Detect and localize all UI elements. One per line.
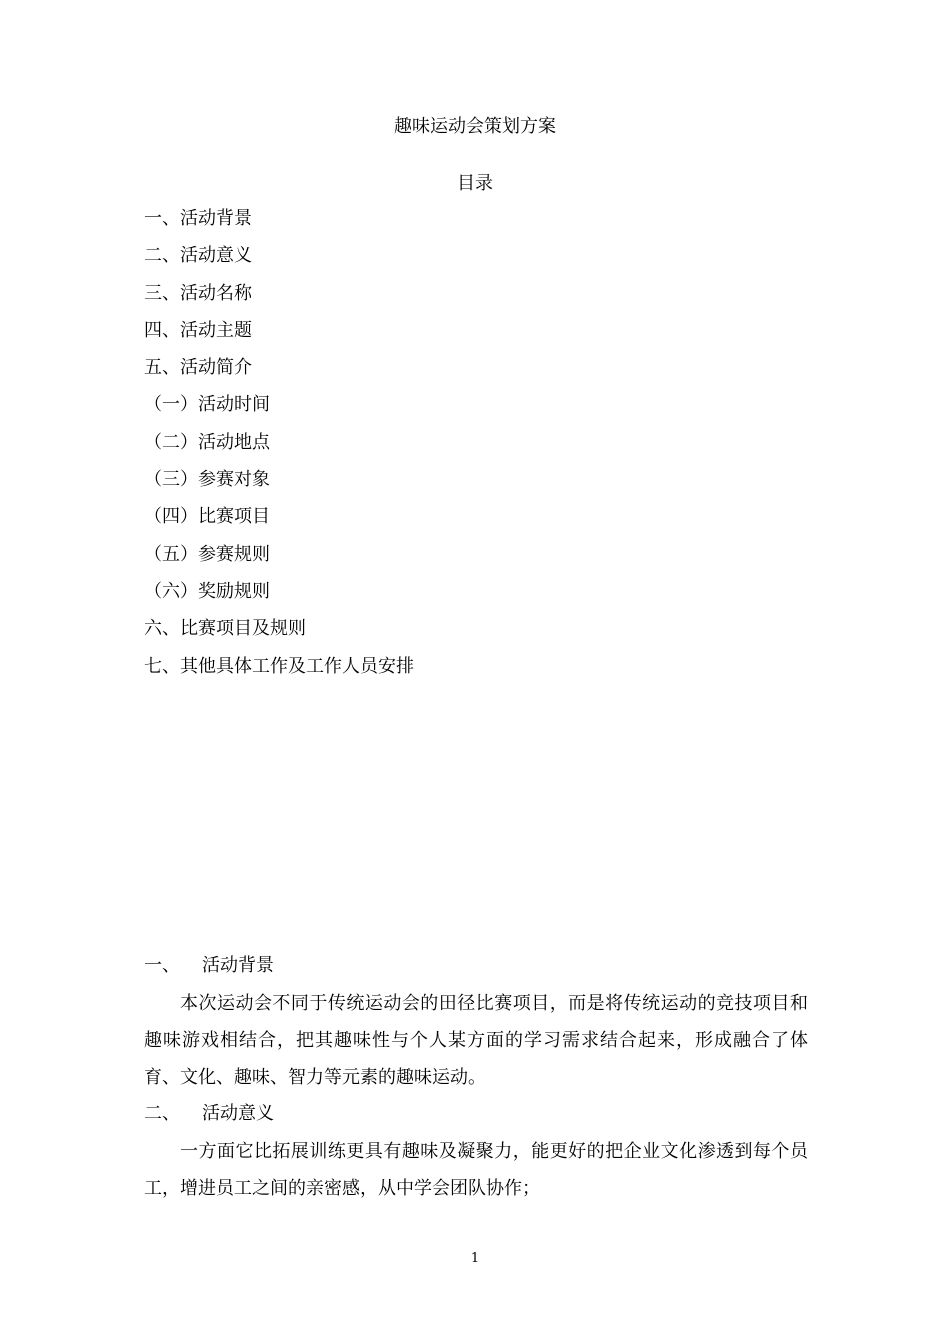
toc-item: （六）奖励规则 bbox=[144, 580, 270, 602]
toc-heading: 目录 bbox=[457, 173, 493, 194]
section-number: 二、 bbox=[144, 1103, 180, 1124]
section-title: 活动背景 bbox=[202, 955, 274, 976]
toc-item: 六、比赛项目及规则 bbox=[144, 618, 306, 640]
toc-item: （一）活动时间 bbox=[144, 394, 270, 416]
toc-item: 三、活动名称 bbox=[144, 282, 252, 304]
document-title: 趣味运动会策划方案 bbox=[394, 116, 556, 137]
toc-item: （二）活动地点 bbox=[144, 431, 270, 453]
document-body bbox=[144, 953, 808, 1212]
toc-item: 四、活动主题 bbox=[144, 319, 252, 341]
toc-item: 二、活动意义 bbox=[144, 245, 252, 267]
section-paragraph: 一方面它比拓展训练更具有趣味及凝聚力，能更好的把企业文化渗透到每个员工，增进员工之间的亲密感，从中学会团队协作； bbox=[144, 1141, 808, 1199]
section-number: 一、 bbox=[144, 955, 180, 976]
toc-item: 一、活动背景 bbox=[144, 208, 252, 229]
table-of-contents bbox=[144, 206, 414, 691]
toc-item: （三）参赛对象 bbox=[144, 469, 270, 491]
toc-item: 七、其他具体工作及工作人员安排 bbox=[144, 655, 414, 677]
page-number: 1 bbox=[470, 1251, 480, 1266]
section-title: 活动意义 bbox=[202, 1103, 274, 1124]
toc-item: （五）参赛规则 bbox=[144, 543, 270, 565]
section-paragraph: 本次运动会不同于传统运动会的田径比赛项目，而是将传统运动的竞技项目和趣味游戏相结合，把其趣味性与个人某方面的学习需求结合起来，形成融合了体育、文化、趣味、智力等元素的趣味运动。 bbox=[144, 993, 808, 1088]
toc-item: 五、活动简介 bbox=[144, 357, 252, 379]
toc-item: （四）比赛项目 bbox=[144, 506, 270, 528]
